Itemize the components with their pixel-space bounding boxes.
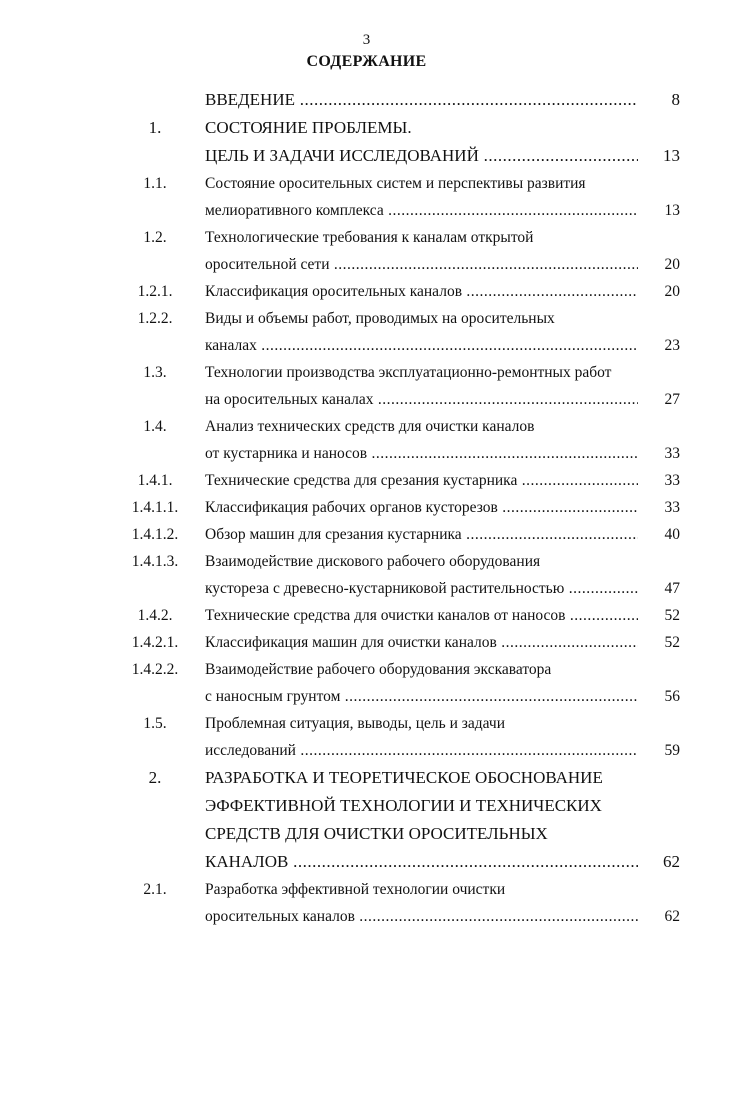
toc-line: [0, 142, 733, 170]
toc-line: [0, 792, 733, 820]
toc-entry-number: 2.1.: [143, 881, 167, 898]
toc-entry-text: Обзор машин для срезания кустарника .....: [205, 521, 638, 548]
toc-line: [0, 251, 733, 278]
toc-page-number: 13: [663, 146, 680, 165]
toc-entry-text: ЦЕЛЬ И ЗАДАЧИ ИССЛЕДОВАНИЙ .....: [205, 142, 638, 170]
toc-entry-text: на оросительных каналах .....: [205, 386, 638, 413]
toc-entry-number: 1.3.: [143, 364, 167, 381]
toc-entry-number: 1.4.1.3.: [131, 553, 179, 570]
toc-list: [0, 86, 733, 930]
toc-line: [0, 764, 733, 792]
toc-entry-text: каналах .....: [205, 332, 638, 359]
toc-line: [0, 737, 733, 764]
toc-page-number: 20: [664, 256, 680, 273]
toc-line: [0, 521, 733, 548]
toc-entry-text: оросительной сети .....: [205, 251, 638, 278]
toc-page-number: 33: [664, 472, 680, 489]
toc-line: [0, 629, 733, 656]
toc-page-number: 20: [664, 283, 680, 300]
toc-page-number: 27: [664, 391, 680, 408]
toc-entry-text: Классификация машин для очистки каналов .....: [205, 629, 638, 656]
toc-entry[interactable]: [0, 602, 733, 629]
toc-entry[interactable]: [0, 278, 733, 305]
toc-line: [0, 876, 733, 903]
toc-entry[interactable]: [0, 305, 733, 359]
toc-entry-text: кустореза с древесно-кустарниковой растительностью .....: [205, 575, 638, 602]
toc-line: [0, 575, 733, 602]
toc-line: [0, 197, 733, 224]
toc-page-number: 33: [664, 445, 680, 462]
toc-entry-text: СОСТОЯНИЕ ПРОБЛЕМЫ.: [205, 118, 412, 137]
toc-line: [0, 656, 733, 683]
toc-line: [0, 548, 733, 575]
toc-entry[interactable]: [0, 114, 733, 170]
toc-entry-number: 1.4.1.2.: [131, 526, 179, 543]
toc-page-number: 52: [664, 607, 680, 624]
toc-entry-text: Классификация рабочих органов кусторезов .....: [205, 494, 638, 521]
page-number: 3: [362, 32, 371, 48]
toc-entry-text: Технические средства для срезания кустарника .....: [205, 467, 638, 494]
toc-entry-text: РАЗРАБОТКА И ТЕОРЕТИЧЕСКОЕ ОБОСНОВАНИЕ: [205, 768, 603, 787]
toc-line: [0, 359, 733, 386]
toc-entry-text: СРЕДСТВ ДЛЯ ОЧИСТКИ ОРОСИТЕЛЬНЫХ: [205, 824, 548, 843]
toc-entry-number: 1.2.: [143, 229, 167, 246]
toc-line: [0, 494, 733, 521]
toc-entry[interactable]: [0, 224, 733, 278]
toc-page-number: 52: [664, 634, 680, 651]
toc-page-number: 23: [664, 337, 680, 354]
toc-entry-text: исследований .....: [205, 737, 638, 764]
toc-entry-text: от кустарника и наносов .....: [205, 440, 638, 467]
toc-entry-text: Анализ технических средств для очистки каналов: [205, 418, 535, 435]
toc-page-number: 47: [664, 580, 680, 597]
toc-entry-text: Виды и объемы работ, проводимых на оросительных: [205, 310, 555, 327]
toc-entry-number: 1.4.: [143, 418, 167, 435]
toc-line: [0, 386, 733, 413]
toc-entry[interactable]: [0, 467, 733, 494]
toc-entry-text: ВВЕДЕНИЕ .....: [205, 86, 638, 114]
toc-entry-text: Проблемная ситуация, выводы, цель и задачи: [205, 715, 505, 732]
toc-line: [0, 278, 733, 305]
toc-entry-number: 1.2.2.: [137, 310, 173, 327]
toc-page-number: 59: [664, 742, 680, 759]
toc-entry[interactable]: [0, 521, 733, 548]
toc-entry[interactable]: [0, 656, 733, 710]
toc-entry-number: 1.2.1.: [137, 283, 173, 300]
toc-entry-number: 1.4.2.2.: [131, 661, 179, 678]
toc-entry-text: мелиоративного комплекса .....: [205, 197, 638, 224]
toc-line: [0, 413, 733, 440]
toc-line: [0, 848, 733, 876]
toc-page-number: 62: [663, 852, 680, 871]
toc-line: [0, 224, 733, 251]
toc-entry[interactable]: [0, 494, 733, 521]
toc-entry-text: Состояние оросительных систем и перспективы развития: [205, 175, 586, 192]
toc-entry[interactable]: [0, 764, 733, 876]
toc-entry-text: Взаимодействие дискового рабочего оборудования: [205, 553, 541, 570]
toc-entry-text: Классификация оросительных каналов .....: [205, 278, 638, 305]
toc-entry[interactable]: [0, 629, 733, 656]
toc-entry-text: Технологические требования к каналам открытой: [205, 229, 534, 246]
toc-page-number: 13: [664, 202, 680, 219]
toc-entry[interactable]: [0, 359, 733, 413]
toc-line: [0, 440, 733, 467]
toc-entry-number: 1.4.2.: [137, 607, 173, 624]
toc-entry-number: 1.4.1.: [137, 472, 173, 489]
toc-line: [0, 602, 733, 629]
toc-line: [0, 467, 733, 494]
toc-entry[interactable]: [0, 710, 733, 764]
toc-entry-number: 1.: [148, 118, 162, 137]
toc-entry-text: КАНАЛОВ .....: [205, 848, 638, 876]
toc-entry-text: с наносным грунтом .....: [205, 683, 638, 710]
toc-entry[interactable]: [0, 170, 733, 224]
toc-entry[interactable]: [0, 876, 733, 930]
toc-line: [0, 86, 733, 114]
toc-line: [0, 114, 733, 142]
toc-line: [0, 305, 733, 332]
toc-entry-text: Взаимодействие рабочего оборудования экскаватора: [205, 661, 552, 678]
toc-entry-number: 2.: [148, 768, 162, 787]
toc-line: [0, 332, 733, 359]
toc-page-number: 56: [664, 688, 680, 705]
toc-page-number: 62: [664, 908, 680, 925]
toc-title: СОДЕРЖАНИЕ: [306, 53, 427, 70]
toc-page-number: 33: [664, 499, 680, 516]
toc-line: [0, 683, 733, 710]
toc-line: [0, 170, 733, 197]
toc-entry-number: 1.1.: [143, 175, 167, 192]
toc-entry[interactable]: [0, 413, 733, 467]
toc-entry-text: Разработка эффективной технологии очистки: [205, 881, 506, 898]
toc-entry[interactable]: [0, 548, 733, 602]
toc-line: [0, 903, 733, 930]
toc-page-number: 40: [664, 526, 680, 543]
toc-entry-text: Технологии производства эксплуатационно-ремонтных работ: [205, 364, 612, 381]
toc-line: [0, 820, 733, 848]
toc-entry-text: Технические средства для очистки каналов от наносов .....: [205, 602, 638, 629]
toc-page-number: 8: [671, 90, 680, 109]
toc-line: [0, 710, 733, 737]
toc-entry-number: 1.5.: [143, 715, 167, 732]
toc-entry-text: оросительных каналов .....: [205, 903, 638, 930]
toc-entry-number: 1.4.2.1.: [131, 634, 179, 651]
toc-entry-number: 1.4.1.1.: [131, 499, 179, 516]
toc-entry-text: ЭФФЕКТИВНОЙ ТЕХНОЛОГИИ И ТЕХНИЧЕСКИХ: [205, 796, 602, 815]
toc-entry[interactable]: [0, 86, 733, 114]
